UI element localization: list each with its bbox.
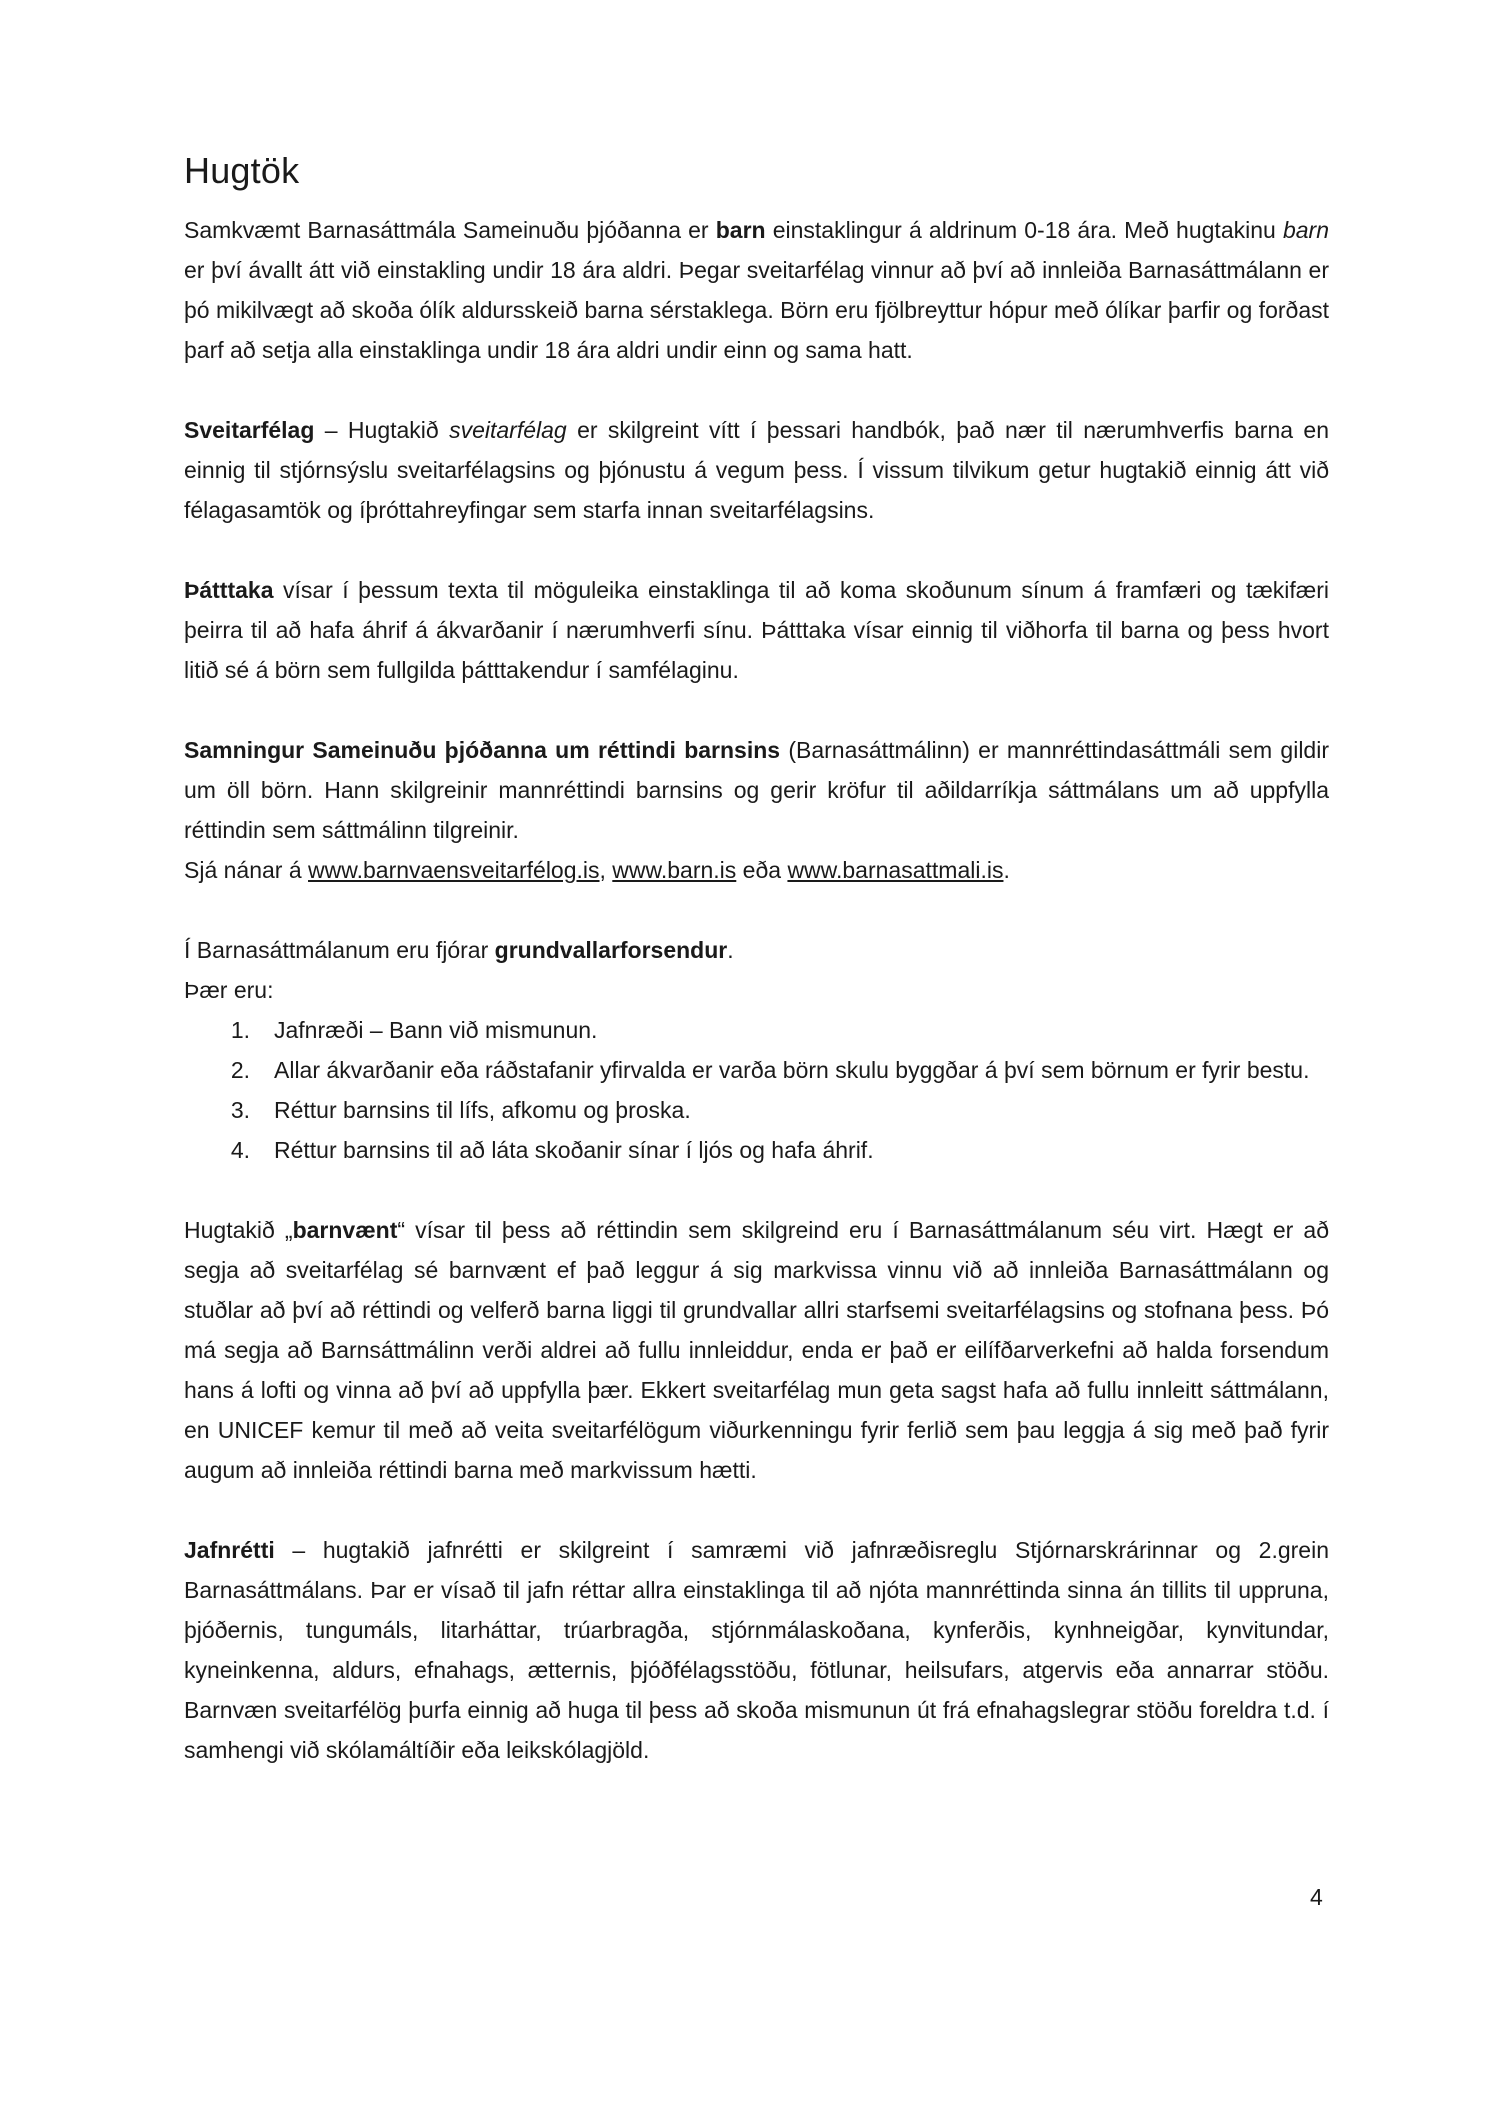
text: Sjá nánar á: [184, 857, 309, 883]
bold-term: Samningur Sameinuðu þjóðanna um réttindi barnsins: [184, 737, 781, 763]
list-item: [184, 1130, 1329, 1170]
text: – Hugtakið: [314, 417, 450, 443]
list-text: Réttur barnsins til lífs, afkomu og þroska.: [274, 1097, 691, 1123]
text: er því ávallt átt við einstakling undir 18 ára aldri. Þegar sveitarfélag vinnur að því að innleiða Barnasáttmálann er þó mikilvægt að skoða ólík aldursskeið barna sérstaklega. Börn eru fjölbreyttur hópur með ólíkar þarfir og forðast þarf að setja alla einstaklinga undir 18 ára aldri undir einn og sama hatt.: [184, 257, 1329, 363]
page-title: Hugtök: [184, 150, 300, 191]
paragraph-links: [184, 850, 1329, 890]
list-number: 4.: [230, 1137, 250, 1163]
bold-term: grundvallarforsendur: [494, 937, 728, 963]
bold-term: barnvænt: [292, 1217, 398, 1243]
italic-term: barn: [1282, 217, 1329, 243]
list-text: Réttur barnsins til að láta skoðanir sínar í ljós og hafa áhrif.: [274, 1137, 874, 1163]
bold-term: Þátttaka: [184, 577, 274, 603]
bold-term: Sveitarfélag: [184, 417, 315, 443]
list-number: 3.: [230, 1097, 250, 1123]
link-barnasattmali[interactable]: www.barnasattmali.is: [787, 857, 1004, 883]
text: vísar í þessum texta til möguleika einstaklinga til að koma skoðunum sínum á framfæri og tækifæri þeirra til að hafa áhrif á ákvarðanir í nærumhverfi sínu. Þátttaka vísar einnig til viðhorfa til barna og þess hvort litið sé á börn sem fullgilda þátttakendur í samfélaginu.: [184, 577, 1329, 683]
link-barn[interactable]: www.barn.is: [612, 857, 737, 883]
paragraph-jafnretti: [184, 1530, 1329, 1770]
paragraph-thaer-eru: Þær eru:: [184, 977, 274, 1003]
list-item: [184, 1050, 1329, 1090]
list-text: Allar ákvarðanir eða ráðstafanir yfirvalda er varða börn skulu byggðar á því sem börnum er fyrir bestu.: [274, 1057, 1310, 1083]
list-number: 1.: [230, 1017, 250, 1043]
list-text: Jafnræði – Bann við mismunun.: [274, 1017, 598, 1043]
list-number: 2.: [230, 1057, 250, 1083]
text: Í Barnasáttmálanum eru fjórar: [184, 937, 495, 963]
page-content: [184, 150, 1329, 1810]
bold-term: barn: [715, 217, 766, 243]
text: Samkvæmt Barnasáttmála Sameinuðu þjóðanna er: [184, 217, 716, 243]
text: einstaklingur á aldrinum 0-18 ára. Með hugtakinu: [765, 217, 1283, 243]
paragraph-thatttaka: [184, 570, 1329, 690]
text: eða: [736, 857, 788, 883]
italic-term: sveitarfélag: [449, 417, 567, 443]
text: – hugtakið jafnrétti er skilgreint í samræmi við jafnræðisreglu Stjórnarskrárinnar og 2.grein Barnasáttmálans. Þar er vísað til jafn réttar allra einstaklinga til að njóta mannréttinda sinna án tillits til uppruna, þjóðernis, tungumáls, litarháttar, trúarbragða, stjórnmálaskoðana, kynferðis, kynhneigðar, kynvitundar, kyneinkenna, aldurs, efnahags, ætternis, þjóðfélagsstöðu, fötlunar, heilsufars, atgervis eða annarrar stöðu. Barnvæn sveitarfélög þurfa einnig að huga til þess að skoða mismunun út frá efnahagslegrar stöðu foreldra t.d. í samhengi við skólamáltíðir eða leikskólagjöld.: [184, 1537, 1329, 1763]
list-item: [184, 1010, 1329, 1050]
list-item: [184, 1090, 1329, 1130]
page-number: 4: [1310, 1884, 1323, 1910]
principles-list: [184, 1010, 1329, 1170]
text: .: [1003, 857, 1010, 883]
paragraph-samningur: [184, 730, 1329, 850]
paragraph-barn: [184, 210, 1329, 370]
text: .: [727, 937, 734, 963]
text: Hugtakið „: [184, 1217, 293, 1243]
text: er skilgreint vítt í þessari handbók, það nær til nærumhverfis barna en einnig til stjórnsýslu sveitarfélagsins og þjónustu á vegum þess. Í vissum tilvikum getur hugtakið einnig átt við félagasamtök og íþróttahreyfingar sem starfa innan sveitarfélagsins.: [184, 417, 1329, 523]
paragraph-grundvallarforsendur: [184, 930, 1329, 970]
link-barnvaensveitarfelog[interactable]: www.barnvaensveitarfélog.is: [308, 857, 600, 883]
paragraph-sveitarfelag: [184, 410, 1329, 530]
bold-term: Jafnrétti: [184, 1537, 275, 1563]
text: ,: [599, 857, 613, 883]
paragraph-barnvaent: [184, 1210, 1329, 1490]
text: (Barnasáttmálinn) er mannréttindasáttmáli sem gildir um öll börn. Hann skilgreinir mannréttindi barnsins og gerir kröfur til aðildarríkja sáttmálans um að uppfylla réttindin sem sáttmálinn tilgreinir.: [184, 737, 1329, 843]
text: “ vísar til þess að réttindin sem skilgreind eru í Barnasáttmálanum séu virt. Hægt er að segja að sveitarfélag sé barnvænt ef það leggur á sig markvissa vinnu við að innleiða Barnasáttmálann og stuðlar að því að réttindi og velferð barna liggi til grundvallar allri starfsemi sveitarfélagsins og stofnana þess. Þó má segja að Barnsáttmálinn verði aldrei að fullu innleiddur, enda er það er eilífðarverkefni að halda forsendum hans á lofti og vinna að því að uppfylla þær. Ekkert sveitarfélag mun geta sagst hafa að fullu innleitt sáttmálann, en UNICEF kemur til með að veita sveitarfélögum viðurkenningu fyrir ferlið sem þau leggja á sig með það fyrir augum að innleiða réttindi barna með markvissum hætti.: [184, 1217, 1329, 1483]
